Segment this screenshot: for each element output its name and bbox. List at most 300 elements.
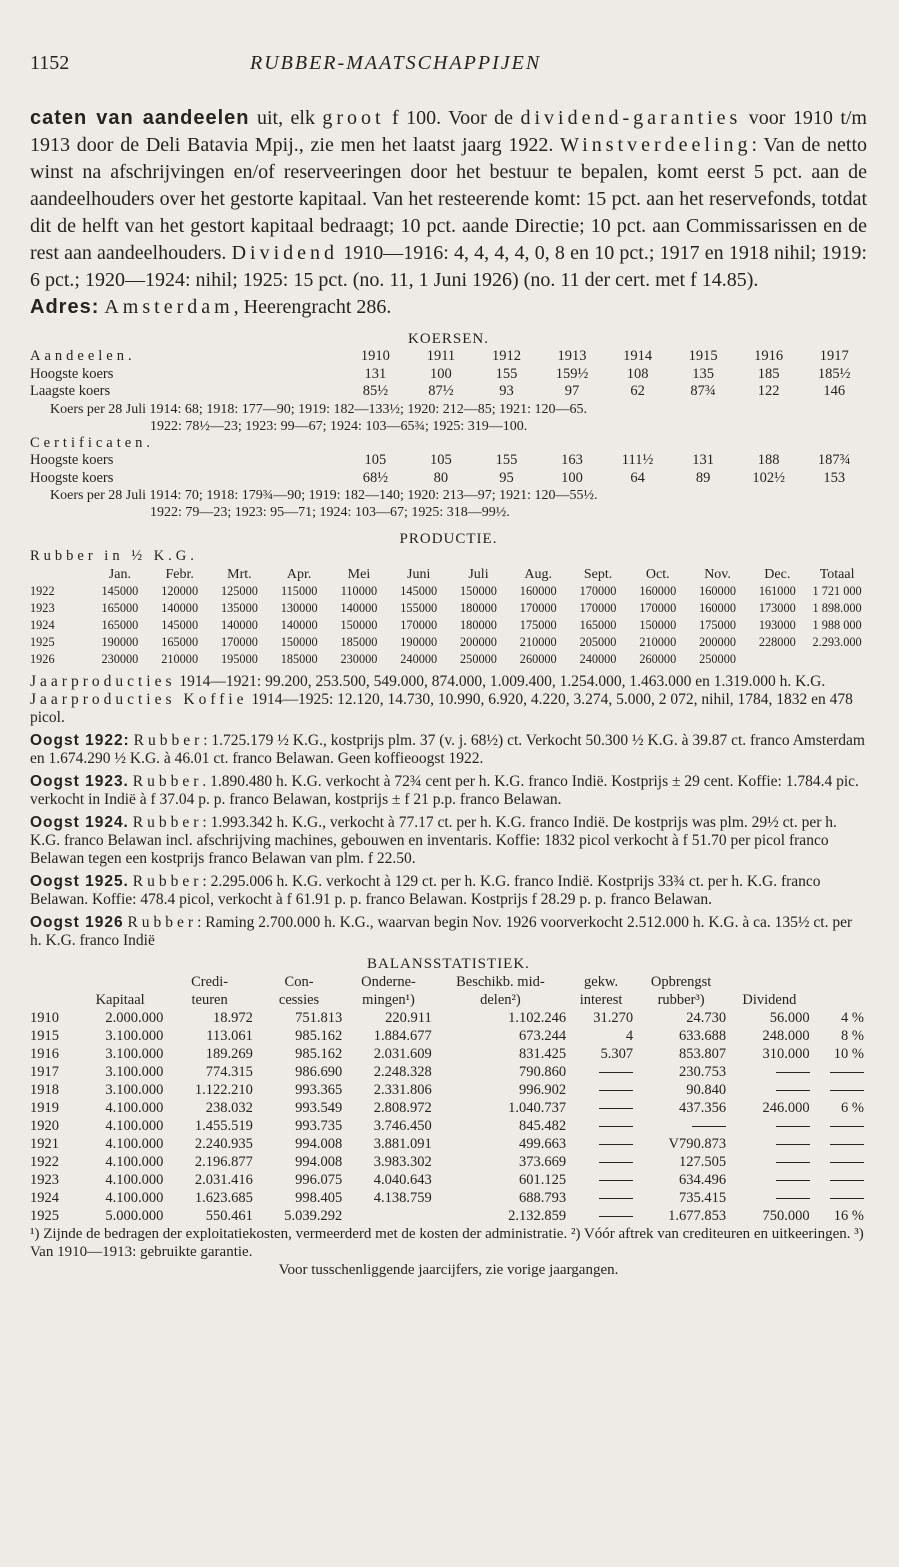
balans-cell: 985.162 xyxy=(295,1027,343,1044)
balans-cell xyxy=(569,1171,636,1189)
productie-cell: 170000 xyxy=(639,600,677,615)
balans-cell: 1.040.737 xyxy=(508,1099,567,1116)
balans-row xyxy=(30,1135,867,1153)
productie-cell: 228000 xyxy=(758,634,796,649)
productie-cell: 190000 xyxy=(101,634,139,649)
balans-cell: 56.000 xyxy=(769,1009,810,1026)
productie-cell: 130000 xyxy=(280,600,318,615)
balans-row xyxy=(30,1171,867,1189)
balans-dash xyxy=(776,1090,810,1091)
koersen-year-header: 1917 xyxy=(819,348,849,364)
intro-text-5: 1910—1916: 4, 4, 4, 4, 0, 8 en 10 pct.; 1917 en 1918 nihil; 1919: 6 pct.; 1920—1924: nihil; 1925: 15 pct. (no. 11, 1 Juni 1926) (no. 11 der cert. met f 14.85). xyxy=(30,242,867,291)
productie-cell: 160000 xyxy=(699,600,736,615)
balans-cell: 2.000.000 xyxy=(105,1009,164,1026)
productie-corner xyxy=(30,566,90,583)
balans-cell: 550.461 xyxy=(205,1207,253,1224)
balans-cell: 90.840 xyxy=(686,1081,727,1098)
koersen-row-label: Hoogste koers xyxy=(30,469,114,486)
productie-cell: 170000 xyxy=(579,600,617,615)
koersen-cell: 100 xyxy=(561,469,583,486)
footnote-2: Voor tusschenliggende jaarcijfers, zie vorige jaargangen. xyxy=(278,1261,619,1278)
oogst-label: Oogst 1922: xyxy=(30,731,130,749)
balans-cell: 986.690 xyxy=(295,1063,343,1080)
balans-header xyxy=(813,991,867,1009)
oogst-paragraph xyxy=(30,814,867,868)
productie-cell: 125000 xyxy=(220,583,258,598)
balans-cell: 673.244 xyxy=(518,1027,567,1044)
productie-row xyxy=(30,600,867,617)
balans-cell: 4.100.000 xyxy=(105,1153,164,1170)
balans-row xyxy=(30,1207,867,1225)
productie-cell: 193000 xyxy=(758,617,796,632)
balans-cell xyxy=(813,1189,867,1207)
productie-month-header: Apr. xyxy=(286,566,312,582)
balans-header-top xyxy=(729,973,813,991)
balans-year: 1924 xyxy=(30,1189,59,1206)
balans-cell xyxy=(729,1081,813,1099)
running-title: RUBBER-MAATSCHAPPIJEN xyxy=(250,52,542,74)
balans-cell xyxy=(813,1135,867,1153)
balans-cell: 248.000 xyxy=(762,1027,810,1044)
balans-cell xyxy=(729,1171,813,1189)
productie-cell: 1 988 000 xyxy=(812,617,862,632)
balans-cell: 437.356 xyxy=(678,1099,727,1116)
balans-cell xyxy=(729,1189,813,1207)
balans-title: BALANSSTATISTIEK. xyxy=(367,955,530,972)
balans-cell: 1.884.677 xyxy=(373,1027,432,1044)
koersen-cell: 159½ xyxy=(555,365,589,382)
intro-text-3: voor 1910 t/m 1913 door de Deli Batavia Mpij., zie men het laatst jaarg 1922. xyxy=(30,107,867,156)
oogst-paragraph xyxy=(30,732,867,768)
koersen-cell: 185 xyxy=(757,365,780,382)
balans-cell: 4.138.759 xyxy=(373,1189,432,1206)
oogst-product: Rubber xyxy=(132,872,203,890)
balans-table xyxy=(30,973,867,1225)
productie-cell: 230000 xyxy=(101,651,139,666)
balans-cell: 4.100.000 xyxy=(105,1117,164,1134)
koersen-row xyxy=(30,383,867,401)
footnote-1: ¹) Zijnde de bedragen der exploitatiekosten, vermeerderd met de kosten der administratie. ²) Vóór aftrek van crediteuren en uitkeeringen. ³) Van 1910—1913: gebruikte garantie. xyxy=(30,1225,864,1260)
productie-cell: 260000 xyxy=(639,651,677,666)
balans-cell: 2.248.328 xyxy=(373,1063,432,1080)
koersen-row-label: Hoogste koers xyxy=(30,452,114,468)
balans-dash xyxy=(776,1126,810,1127)
balans-cell: 499.663 xyxy=(518,1135,567,1152)
balans-cell: 774.315 xyxy=(205,1063,253,1080)
productie-cell: 155000 xyxy=(400,600,438,615)
productie-cell: 2.293.000 xyxy=(812,634,862,649)
balans-dash xyxy=(599,1144,633,1145)
productie-row xyxy=(30,634,867,651)
balans-cell: 4 % xyxy=(841,1009,864,1026)
productie-cell: 190000 xyxy=(400,634,438,649)
koersen-title: KOERSEN. xyxy=(408,331,489,347)
balans-row xyxy=(30,1081,867,1099)
balans-cell xyxy=(813,1117,867,1135)
productie-cell: 250000 xyxy=(699,651,736,666)
koersen-year-header: 1911 xyxy=(426,348,456,364)
productie-subtitle: Rubber in ½ K.G. xyxy=(30,548,198,564)
balans-cell: 246.000 xyxy=(762,1099,810,1116)
productie-year: 1926 xyxy=(30,651,55,666)
balans-cell: 790.860 xyxy=(518,1063,567,1080)
productie-cell: 180000 xyxy=(460,600,497,615)
productie-cell: 180000 xyxy=(460,617,497,632)
oogst-paragraph xyxy=(30,873,867,909)
balans-cell: 853.807 xyxy=(678,1045,727,1062)
balans-dash xyxy=(692,1126,726,1127)
koersen-row xyxy=(30,452,867,470)
koersen-cell: 135 xyxy=(692,365,714,382)
balans-header-top xyxy=(813,973,867,991)
balans-cell: 24.730 xyxy=(686,1009,727,1026)
balans-cell xyxy=(569,1189,636,1207)
productie-cell: 185000 xyxy=(280,651,318,666)
balans-cell: 994.008 xyxy=(295,1135,343,1152)
balans-dash xyxy=(599,1162,633,1163)
balans-cell: 230.753 xyxy=(678,1063,727,1080)
balans-header-top: Con- xyxy=(284,973,314,990)
balans-dash xyxy=(776,1162,810,1163)
balans-cell xyxy=(345,1207,434,1225)
balans-cell: 4.100.000 xyxy=(105,1099,164,1116)
productie-row xyxy=(30,583,867,600)
intro-spaced-4: Dividend xyxy=(231,242,339,264)
balans-cell xyxy=(636,1117,729,1135)
productie-cell: 205000 xyxy=(579,634,617,649)
balans-header-top: Credi- xyxy=(191,973,229,990)
balans-cell: 2.031.609 xyxy=(373,1045,432,1062)
koersen-cell: 105 xyxy=(364,452,387,468)
koersen-year-header: 1912 xyxy=(491,348,521,364)
koersen-cell: 187¾ xyxy=(817,452,851,468)
balans-cell: 3.746.450 xyxy=(373,1117,432,1134)
productie-month-header: Mrt. xyxy=(227,566,252,582)
balans-dash xyxy=(830,1144,864,1145)
koersen-cell: 163 xyxy=(561,452,583,468)
balans-header: delen²) xyxy=(480,991,521,1008)
balans-year: 1921 xyxy=(30,1135,59,1152)
balans-cell: 985.162 xyxy=(295,1045,343,1062)
balans-year: 1910 xyxy=(30,1009,59,1026)
certificaten-label: Certificaten. xyxy=(30,434,155,451)
koersen-cell: 185½ xyxy=(817,365,851,382)
productie-title: PRODUCTIE. xyxy=(399,531,498,547)
koersen-cell: 155 xyxy=(495,365,518,382)
balans-cell: 4 xyxy=(625,1027,634,1044)
productie-cell: 175000 xyxy=(699,617,736,632)
balans-cell: 993.365 xyxy=(295,1081,343,1098)
balans-dash xyxy=(599,1090,633,1091)
balans-cell xyxy=(569,1081,636,1099)
jaarproducties-rubber xyxy=(30,673,867,691)
productie-month-header: Sept. xyxy=(583,566,613,582)
balans-header-top xyxy=(30,973,77,991)
balans-row xyxy=(30,1063,867,1081)
balans-cell: 16 % xyxy=(833,1207,864,1224)
koersen-year-header: 1910 xyxy=(360,348,390,364)
productie-cell: 161000 xyxy=(758,583,796,598)
balans-header-top: Beschikb. mid- xyxy=(456,973,545,990)
balans-dash xyxy=(830,1090,864,1091)
koersen-cell: 153 xyxy=(823,469,846,486)
balans-header: Dividend xyxy=(742,991,797,1008)
productie-year: 1922 xyxy=(30,583,55,598)
productie-month-header: Dec. xyxy=(764,566,791,582)
balans-header: cessies xyxy=(278,991,320,1008)
productie-cell: 170000 xyxy=(519,600,557,615)
oogst-product: Rubber xyxy=(133,731,204,749)
balans-row xyxy=(30,1045,867,1063)
productie-cell: 175000 xyxy=(519,617,557,632)
koersen-row-label: Laagste koers xyxy=(30,383,111,399)
productie-cell: 145000 xyxy=(101,583,139,598)
balans-dash xyxy=(599,1216,633,1217)
balans-header-top xyxy=(77,973,166,991)
address-line xyxy=(30,294,867,321)
balans-cell: 993.549 xyxy=(295,1099,343,1116)
balans-cell xyxy=(813,1063,867,1081)
koersen-note-a1: Koers per 28 Juli 1914: 68; 1918: 177—90; 1919: 182—133½; 1920: 212—85; 1921: 120—65. xyxy=(50,401,588,417)
balans-year: 1915 xyxy=(30,1027,59,1044)
balans-cell: 2.808.972 xyxy=(373,1099,432,1116)
address-city: Amsterdam xyxy=(104,296,234,318)
balans-cell: 4.040.643 xyxy=(373,1171,432,1188)
balans-cell: 2.196.877 xyxy=(194,1153,253,1170)
balans-cell: 601.125 xyxy=(518,1171,567,1188)
balans-cell xyxy=(729,1135,813,1153)
balans-year: 1918 xyxy=(30,1081,59,1098)
productie-cell: 160000 xyxy=(699,583,736,598)
koersen-cell: 111½ xyxy=(621,452,654,468)
intro-lead: caten van aandeelen xyxy=(30,107,250,129)
koersen-note-c1: Koers per 28 Juli 1914: 70; 1918: 179¾—90; 1919: 182—140; 1920: 213—97; 1921: 120—55½. xyxy=(50,488,598,503)
balans-cell: 238.032 xyxy=(205,1099,253,1116)
balans-header: mingen¹) xyxy=(362,991,415,1008)
balans-cell: 634.496 xyxy=(678,1171,727,1188)
balans-header-top: gekw. xyxy=(584,973,619,990)
balans-cell xyxy=(569,1099,636,1117)
balans-cell: 31.270 xyxy=(593,1009,634,1026)
productie-month-header: Juni xyxy=(407,566,431,582)
oogst-paragraph xyxy=(30,773,867,809)
balans-cell: 998.405 xyxy=(295,1189,343,1206)
productie-cell: 110000 xyxy=(340,583,378,598)
productie-cell: 160000 xyxy=(639,583,677,598)
koersen-row-label: Hoogste koers xyxy=(30,365,114,382)
balans-row xyxy=(30,1153,867,1171)
koersen-cell: 62 xyxy=(630,383,645,399)
jaarproducties-koffie xyxy=(30,691,867,727)
koersen-row xyxy=(30,366,867,384)
productie-table xyxy=(30,566,867,668)
balans-cell: 3.881.091 xyxy=(373,1135,432,1152)
balans-cell: 993.735 xyxy=(295,1117,343,1134)
koersen-cell: 87¾ xyxy=(690,383,716,399)
balans-cell: 310.000 xyxy=(762,1045,810,1062)
koersen-year-header: 1915 xyxy=(688,348,718,364)
intro-text-1: uit, elk xyxy=(249,107,323,129)
koersen-cell: 97 xyxy=(564,383,580,399)
balans-cell: 220.911 xyxy=(385,1009,432,1026)
jaarproducties-label: Jaarproducties xyxy=(30,672,176,690)
productie-cell: 200000 xyxy=(460,634,497,649)
balans-dash xyxy=(776,1180,810,1181)
balans-cell: 845.482 xyxy=(518,1117,567,1134)
productie-cell: 195000 xyxy=(220,651,258,666)
oogst-text: . 1.890.480 h. K.G. verkocht à 72¾ cent per h. K.G. franco Indië. Kostprijs ± 29 cent. Koffie: 1.784.4 pic. verkocht in Indië à f 37.04 p. p. franco Belawan, kostprijs ± f 21 p.p. franco Belawan. xyxy=(30,772,859,808)
balans-year: 1920 xyxy=(30,1117,59,1134)
productie-cell: 140000 xyxy=(280,617,318,632)
koersen-year-header: 1913 xyxy=(557,348,587,364)
balans-cell: 751.813 xyxy=(295,1009,343,1026)
productie-cell: 150000 xyxy=(639,617,677,632)
intro-paragraph xyxy=(30,105,867,294)
oogst-label: Oogst 1925. xyxy=(30,872,129,890)
balans-row xyxy=(30,1117,867,1135)
productie-cell: 200000 xyxy=(699,634,736,649)
balans-cell: 5.000.000 xyxy=(105,1207,164,1224)
balans-row xyxy=(30,1009,867,1027)
intro-spaced-1: groot xyxy=(322,107,385,129)
balans-cell: 18.972 xyxy=(212,1009,253,1026)
koersen-cell: 68½ xyxy=(362,469,389,486)
koersen-note-a2: 1922: 78½—23; 1923: 99—67; 1924: 103—65¾; 1925: 319—100. xyxy=(150,418,528,434)
koersen-cell: 131 xyxy=(364,365,387,382)
balans-cell: V790.873 xyxy=(668,1135,727,1152)
koersen-year-row xyxy=(30,348,867,366)
balans-cell xyxy=(813,1081,867,1099)
oogst-product: Rubber xyxy=(127,913,198,931)
balans-cell xyxy=(729,1153,813,1171)
productie-cell: 140000 xyxy=(340,600,378,615)
balans-cell: 4.100.000 xyxy=(105,1135,164,1152)
balans-dash xyxy=(830,1126,864,1127)
balans-cell: 994.008 xyxy=(295,1153,343,1170)
koersen-note-c2: 1922: 79—23; 1923: 95—71; 1924: 103—67; 1925: 318—99½. xyxy=(150,505,510,520)
productie-cell: 165000 xyxy=(101,600,139,615)
balans-dash xyxy=(599,1126,633,1127)
balans-dash xyxy=(830,1162,864,1163)
koersen-cell: 188 xyxy=(757,452,780,468)
balans-cell: 735.415 xyxy=(678,1189,727,1206)
balans-dash xyxy=(599,1108,633,1109)
productie-cell: 120000 xyxy=(161,583,199,598)
balans-header-top: Onderne- xyxy=(361,973,416,990)
koersen-cell: 64 xyxy=(630,469,645,486)
productie-cell: 135000 xyxy=(220,600,258,615)
oogst-product: Rubber xyxy=(132,772,203,790)
balans-cell: 1.677.853 xyxy=(668,1207,727,1224)
productie-cell: 140000 xyxy=(161,600,199,615)
oogst-label: Oogst 1926 xyxy=(30,913,124,931)
productie-cell: 185000 xyxy=(340,634,378,649)
balans-cell xyxy=(813,1171,867,1189)
balans-cell xyxy=(569,1117,636,1135)
koersen-table xyxy=(30,348,867,401)
address-label: Adres: xyxy=(30,296,100,318)
productie-month-row xyxy=(30,566,867,583)
balans-dash xyxy=(830,1180,864,1181)
address-street: , Heerengracht 286. xyxy=(233,296,392,318)
productie-cell: 165000 xyxy=(579,617,617,632)
productie-month-header: Mei xyxy=(347,566,371,582)
productie-year: 1925 xyxy=(30,634,55,649)
productie-cell: 240000 xyxy=(400,651,438,666)
balans-header-top: Opbrengst xyxy=(650,973,712,990)
productie-month-header: Oct. xyxy=(645,566,670,582)
productie-cell xyxy=(747,651,807,668)
balans-cell: 4.100.000 xyxy=(105,1189,164,1206)
balans-cell: 3.100.000 xyxy=(105,1045,164,1062)
productie-year: 1924 xyxy=(30,617,55,632)
balans-cell: 127.505 xyxy=(678,1153,727,1170)
balans-cell xyxy=(569,1063,636,1081)
productie-cell xyxy=(807,651,867,668)
balans-header-row-1 xyxy=(30,973,867,991)
productie-cell: 140000 xyxy=(220,617,258,632)
productie-row xyxy=(30,617,867,634)
koersen-cell: 102½ xyxy=(752,469,785,486)
intro-spaced-3: Winstverdeeling xyxy=(560,134,752,156)
balans-cell: 2.132.859 xyxy=(508,1207,567,1224)
balans-cell: 831.425 xyxy=(518,1045,567,1062)
balans-cell xyxy=(569,1207,636,1225)
balans-cell: 1.455.519 xyxy=(194,1117,253,1134)
balans-cell: 633.688 xyxy=(678,1027,727,1044)
productie-month-header: Nov. xyxy=(704,566,731,582)
balans-cell: 189.269 xyxy=(205,1045,253,1062)
balans-dash xyxy=(776,1072,810,1073)
jaarproducties-koffie-label: Jaarproducties Koffie xyxy=(30,690,248,708)
balans-year: 1922 xyxy=(30,1153,59,1170)
productie-cell: 1 721 000 xyxy=(812,583,862,598)
productie-month-header: Febr. xyxy=(165,566,194,582)
balans-header: rubber³) xyxy=(657,991,705,1008)
balans-cell: 1.102.246 xyxy=(508,1009,567,1026)
balans-row xyxy=(30,1189,867,1207)
intro-text-4: : Van de netto winst na afschrijvingen en/of reserveeringen door het bestuur te bepalen, komt eerst 5 pct. aan de aandeelhouders over het gestorte kapitaal. Van het resteerende komt: 15 pct. aan het reservefonds, totdat dit de helft van het gestort kapitaal bedraagt; 10 pct. aande Directie; 10 pct. aan Commissarissen en de rest aan aandeelhouders. xyxy=(30,134,867,264)
page-number: 1152 xyxy=(30,52,70,74)
balans-header-row-2 xyxy=(30,991,867,1009)
balans-header: teuren xyxy=(191,991,228,1008)
intro-spaced-2: dividend-garanties xyxy=(520,107,742,129)
productie-cell: 210000 xyxy=(161,651,199,666)
page-header xyxy=(30,52,867,75)
productie-cell: 165000 xyxy=(101,617,139,632)
balans-dash xyxy=(830,1072,864,1073)
balans-cell: 996.075 xyxy=(295,1171,343,1188)
koersen-cell: 95 xyxy=(499,469,514,486)
oogst-paragraph xyxy=(30,914,867,950)
balans-dash xyxy=(599,1180,633,1181)
productie-cell: 145000 xyxy=(400,583,438,598)
balans-dash xyxy=(599,1072,633,1073)
balans-cell xyxy=(729,1063,813,1081)
koersen-cell: 93 xyxy=(499,383,514,399)
balans-cell: 10 % xyxy=(833,1045,864,1062)
certificaten-table xyxy=(30,452,867,487)
koersen-year-header: 1916 xyxy=(754,348,784,364)
oogst-product: Rubber xyxy=(132,813,203,831)
productie-cell: 210000 xyxy=(519,634,557,649)
balans-cell: 2.031.416 xyxy=(194,1171,253,1188)
balans-header xyxy=(30,991,77,1009)
balans-dash xyxy=(776,1144,810,1145)
balans-cell: 3.100.000 xyxy=(105,1063,164,1080)
balans-row xyxy=(30,1099,867,1117)
balans-cell xyxy=(569,1135,636,1153)
